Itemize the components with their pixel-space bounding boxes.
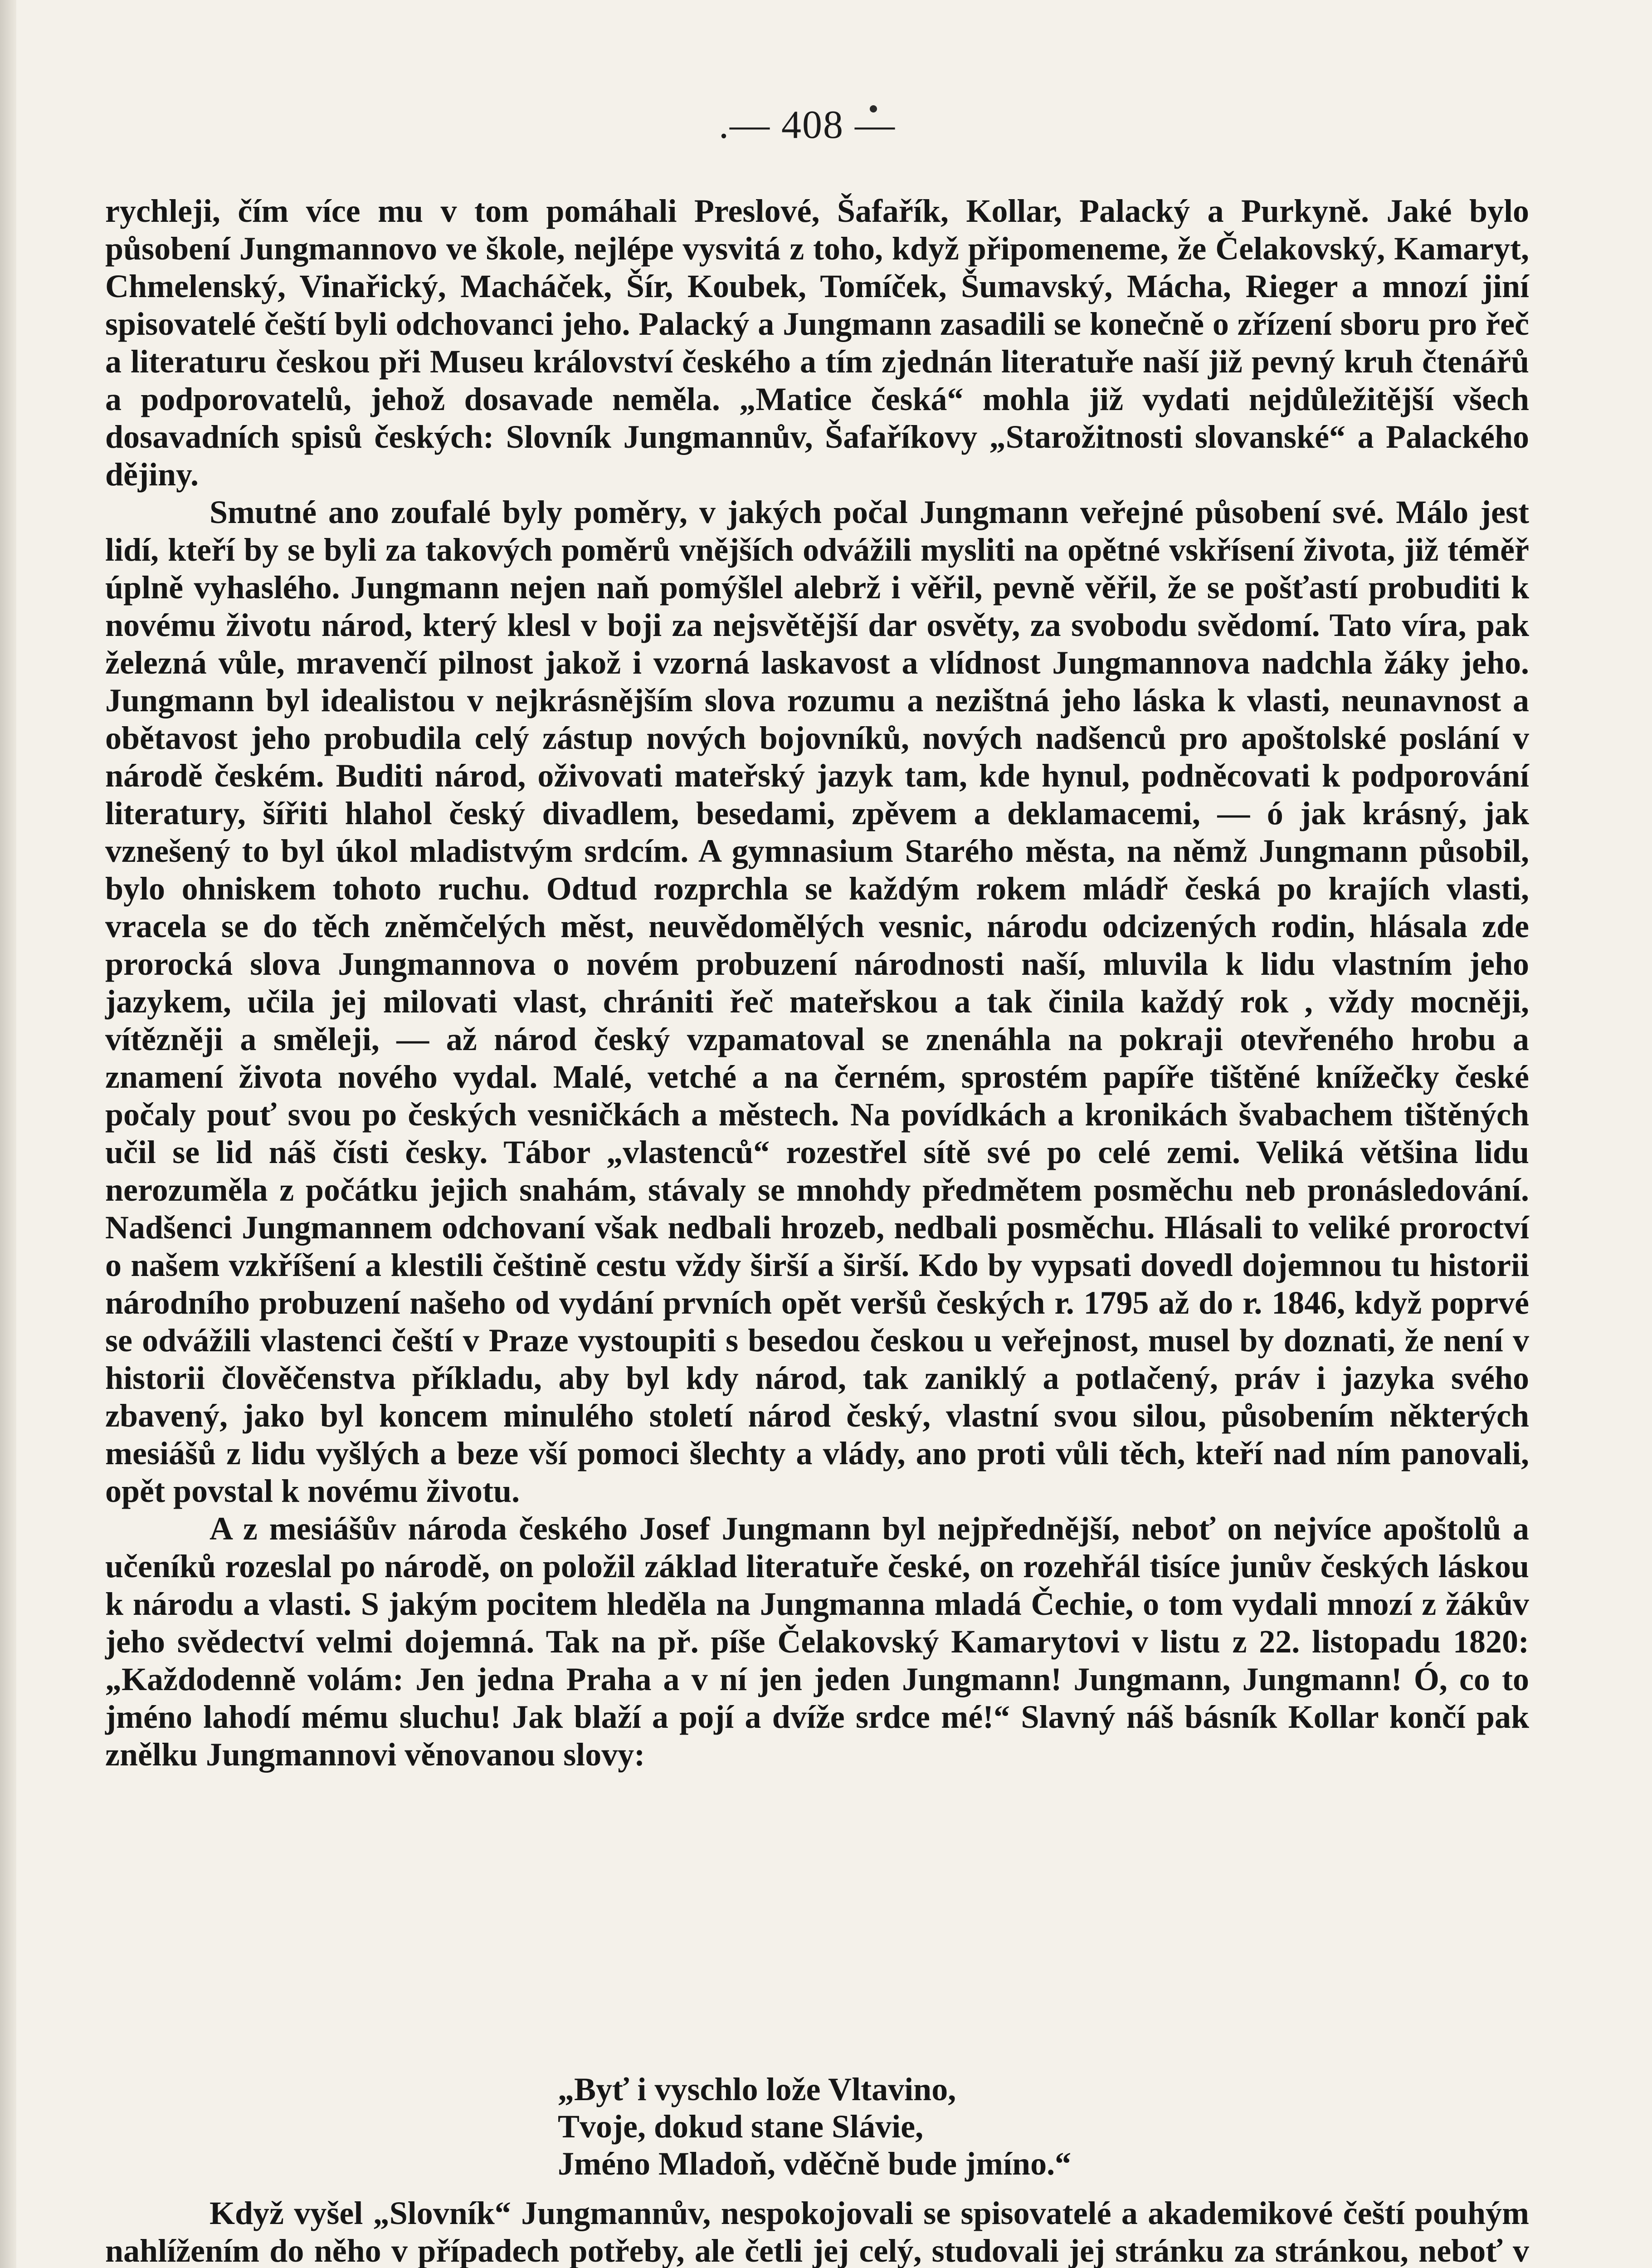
poem-line: Jméno Mladoň, vděčně bude jmíno.“ (558, 2146, 1072, 2182)
page-number: .— 408 — (719, 103, 896, 147)
closing-paragraph: Když vyšel „Slovník“ Jungmannův, nespokojovali se spisovatelé a akademikové čeští pouhým nahlížením do něho v případech potřeby, ale četli jej celý, studovali jej stránku za stránkou, neboť v (105, 2195, 1529, 2268)
poem-line: „Byť i vyschlo lože Vltavino, (558, 2071, 956, 2107)
paragraph: Smutné ano zoufalé byly poměry, v jakých počal Jungmann veřejné působení své. Málo jest lidí, kteří by se byli za takových poměrů vnějších odvážili mysliti na opětné vskřísení života, již téměř úplně vyhaslého. Jungmann nejen naň pomýšlel alebrž i věřil, pevně věřil, že se pošťastí probuditi k novému životu národ, který klesl v boji za nejsvětější dar osvěty, za svobodu svědomí. Tato víra, pak železná vůle, mravenčí pilnost jakož i vzorná laskavost a vlídnost Jungmannova nadchla žáky jeho. Jungmann byl idealistou v nejkrásnějším slova rozumu a nezištná jeho láska k vlasti, neunavnost a obětavost jeho probudila celý zástup nových bojovníků, nových nadšenců pro apoštolské poslání v národě českém. Buditi národ, oživovati mateřský jazyk tam, kde hynul, podněcovati k podporování literatury, šířiti hlahol český divadlem, besedami, zpěvem a deklamacemi, — ó jak krásný, jak vznešený to byl úkol mladistvým srdcím. A gymnasium Starého města, na němž Jungmann působil, bylo ohniskem tohoto ruchu. Odtud rozprchla se každým rokem mládř česká po krajích vlasti, vracela se do těch zněmčelých měst, neuvědomělých vesnic, národu odcizených rodin, hlásala zde prorocká slova Jungmannova o novém probuzení národnosti naší, mluvila k lidu vlastním jeho jazykem, učila jej milovati vlast, chrániti řeč mateřskou a tak činila každý rok , vždy mocněji, vítězněji a směleji, — až národ český vzpamatoval se znenáhla na pokraji otevřeného hrobu a znamení života nového vydal. Malé, vetché a na černém, sprostém papíře tištěné knížečky české počaly pouť svou po českých vesničkách a městech. Na povídkách a kronikách švabachem tištěných učil se lid náš čísti česky. Tábor „vlastenců“ rozestřel sítě své po celé zemi. Veliká většina lidu nerozuměla z počátku jejich snahám, stávaly se mnohdy předmětem posměchu neb pronásledování. Nadšenci Jungmannem odchovaní však nedbali hrozeb, nedbali posměchu. Hlásali to veliké proroctví o našem vzkříšení a klestili češtině cestu vždy širší a širší. Kdo by vypsati dovedl dojemnou tu historii národního probuzení našeho od vydání prvních opět veršů českých r. 1795 až do r. 1846, když poprvé se odvážili vlastenci čeští v Praze vystoupiti s besedou českou u veřejnost, musel by doznati, že není v historii člověčenstva příkladu, aby byl kdy národ, tak zaniklý a potlačený, práv i jazyka svého zbavený, jako byl koncem minulého století národ český, vlastní svou silou, působením některých mesiášů z lidu vyšlých a beze vší pomoci šlechty a vlády, ano proti vůli těch, kteří nad ním panovali, opět povstal k novému životu. (105, 494, 1529, 1509)
paragraph: A z mesiášův národa českého Josef Jungmann byl nejpřednější, neboť on nejvíce apoštolů a učeníků rozeslal po národě, on položil základ literatuře české, on rozehřál tisíce junův českých láskou k národu a vlasti. S jakým pocitem hleděla na Jungmanna mladá Čechie, o tom vydali mnozí z žákův jeho svědectví velmi dojemná. Tak na př. píše Čelakovský Kamarytovi v listu z 22. listopadu 1820: „Každodenně volám: Jen jedna Praha a v ní jen jeden Jungmann! Jungmann, Jungmann! Ó, co to jméno lahodí mému sluchu! Jak blaží a pojí a dvíže srdce mé!“ Slavný náš básník Kollar končí pak znělku Jungmannovi věnovanou slovy: (105, 1510, 1529, 1773)
body-text (105, 192, 1529, 1774)
poem-quote (558, 2071, 1419, 2182)
page-edge (0, 0, 16, 2268)
paragraph-continued: rychleji, čím více mu v tom pomáhali Preslové, Šafařík, Kollar, Palacký a Purkyně. Jaké bylo působení Jungmannovo ve škole, nejlépe vysvitá z toho, když připomeneme, že Čelakovský, Kamaryt, Chmelenský, Vinařický, Macháček, Šír, Koubek, Tomíček, Šumavský, Mácha, Rieger a mnozí jiní spisovatelé čeští byli odchovanci jeho. Palacký a Jungmann zasadili se konečně o zřízení sboru pro řeč a literaturu českou při Museu království českého a tím zjednán literatuře naší již pevný kruh čtenářů a podporovatelů, jehož dosavade neměla. „Matice česká“ mohla již vydati nejdůležitější všech dosavadních spisů českých: Slovník Jungmannův, Šafaříkovy „Starožitnosti slovanské“ a Palackého dějiny. (105, 193, 1529, 493)
poem-line: Tvoje, dokud stane Slávie, (558, 2108, 924, 2145)
